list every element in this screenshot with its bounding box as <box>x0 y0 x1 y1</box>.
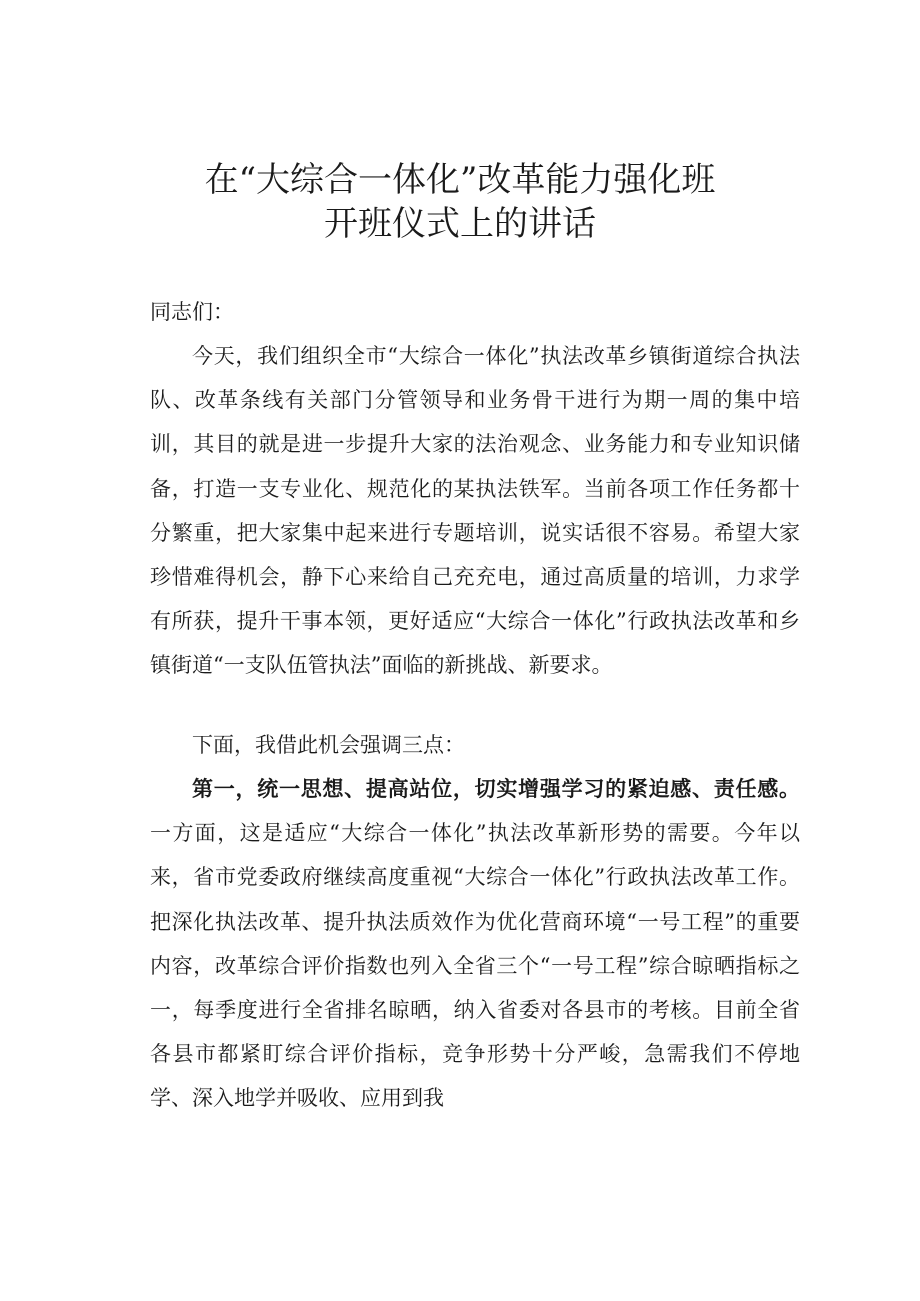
salutation: 同志们： <box>150 300 234 324</box>
paragraph-3-heading: 第一，统一思想、提高站位，切实增强学习的紧迫感、责任感。 <box>192 776 800 801</box>
paragraph-2: 下面，我借此机会强调三点： <box>192 733 465 757</box>
paragraph-3-body: 一方面，这是适应“大综合一体化”执法改革新形势的需要。今年以来，省市党委政府继续高度重视“大综合一体化”行政执法改革工作。把深化执法改革、提升执法质效作为优化营商环境“一号工程”的重要内容，改革综合评价指数也列入全省三个“一号工程”综合晾晒指标之一，每季度进行全省排名晾晒，纳入省委对各县市的考核。目前全省各县市都紧盯综合评价指标，竞争形势十分严峻，急需我们不停地学、深入地学并吸收、应用到我 <box>150 821 800 1111</box>
paragraph-3 <box>150 767 800 1121</box>
paragraph-1: 今天，我们组织全市“大综合一体化”执法改革乡镇街道综合执法队、改革条线有关部门分管领导和业务骨干进行为期一周的集中培训，其目的就是进一步提升大家的法治观念、业务能力和专业知识储备，打造一支专业化、规范化的某执法铁军。当前各项工作任务都十分繁重，把大家集中起来进行专题培训，说实话很不容易。希望大家珍惜难得机会，静下心来给自己充充电，通过高质量的培训，力求学有所获，提升干事本领，更好适应“大综合一体化”行政执法改革和乡镇街道“一支队伍管执法”面临的新挑战、新要求。 <box>150 344 800 678</box>
document-title-line-2: 开班仪式上的讲话 <box>324 204 596 244</box>
document-title-line-1: 在“大综合一体化”改革能力强化班 <box>204 160 716 200</box>
